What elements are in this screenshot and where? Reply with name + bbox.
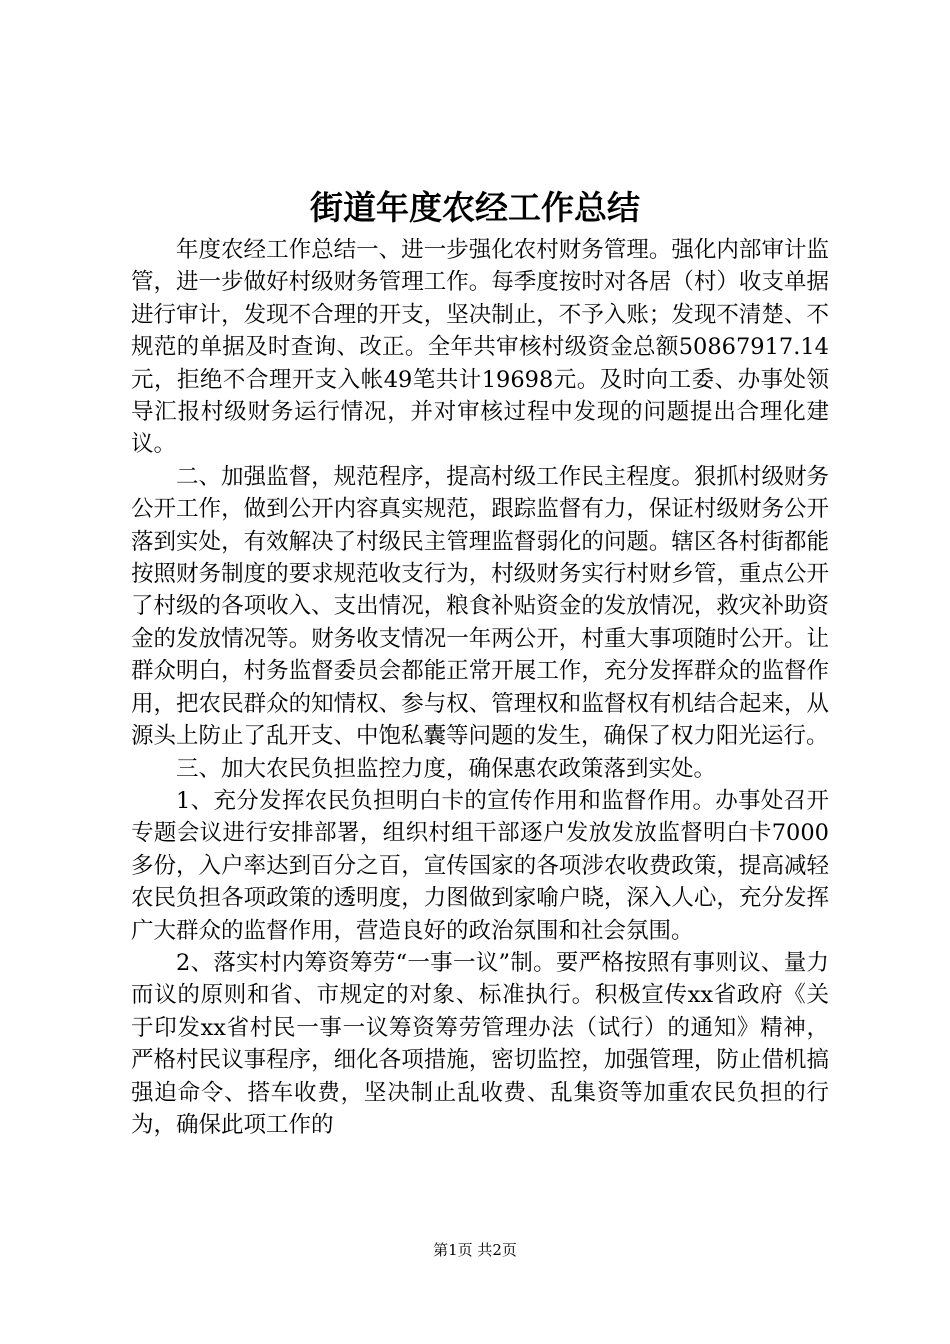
document-body	[131, 234, 829, 1141]
document-title: 街道年度农经工作总结	[310, 188, 640, 227]
paragraph: 三、加大农民负担监控力度，确保惠农政策落到实处。	[176, 755, 717, 782]
paragraph: 年度农经工作总结一、进一步强化农村财务管理。强化内部审计监管，进一步做好村级财务管理工作。每季度按时对各居（村）收支单据进行审计，发现不合理的开支，坚决制止，不予入账；发现不清楚、不规范的单据及时查询、改正。全年共审核村级资金总额50867917.14元，拒绝不合理开支入帐49笔共计19698元。及时向工委、办事处领导汇报村级财务运行情况，并对审核过程中发现的问题提出合理化建议。	[131, 237, 829, 458]
paragraph: 1、充分发挥农民负担明白卡的宣传作用和监督作用。办事处召开专题会议进行安排部署，组织村组干部逐户发放发放监督明白卡7000多份，入户率达到百分之百，宣传国家的各项涉农收费政策，提高减轻农民负担各项政策的透明度，力图做到家喻户晓，深入人心，充分发挥广大群众的监督作用，营造良好的政治氛围和社会氛围。	[131, 787, 829, 944]
paragraph: 2、落实村内筹资筹劳“一事一议”制。要严格按照有事则议、量力而议的原则和省、市规定的对象、标准执行。积极宣传xx省政府《关于印发xx省村民一事一议筹资筹劳管理办法（试行）的通知》精神，严格村民议事程序，细化各项措施，密切监控，加强管理，防止借机搞强迫命令、搭车收费，坚决制止乱收费、乱集资等加重农民负担的行为，确保此项工作的	[131, 949, 829, 1138]
page-footer: 第1页 共2页	[433, 1241, 517, 1259]
paragraph: 二、加强监督，规范程序，提高村级工作民主程度。狠抓村级财务公开工作，做到公开内容真实规范，跟踪监督有力，保证村级财务公开落到实处，有效解决了村级民主管理监督弱化的问题。辖区各村街都能按照财务制度的要求规范收支行为，村级财务实行村财乡管，重点公开了村级的各项收入、支出情况，粮食补贴资金的发放情况，救灾补助资金的发放情况等。财务收支情况一年两公开，村重大事项随时公开。让群众明白，村务监督委员会都能正常开展工作，充分发挥群众的监督作用，把农民群众的知情权、参与权、管理权和监督权有机结合起来，从源头上防止了乱开支、中饱私囊等问题的发生，确保了权力阳光运行。	[131, 463, 829, 750]
